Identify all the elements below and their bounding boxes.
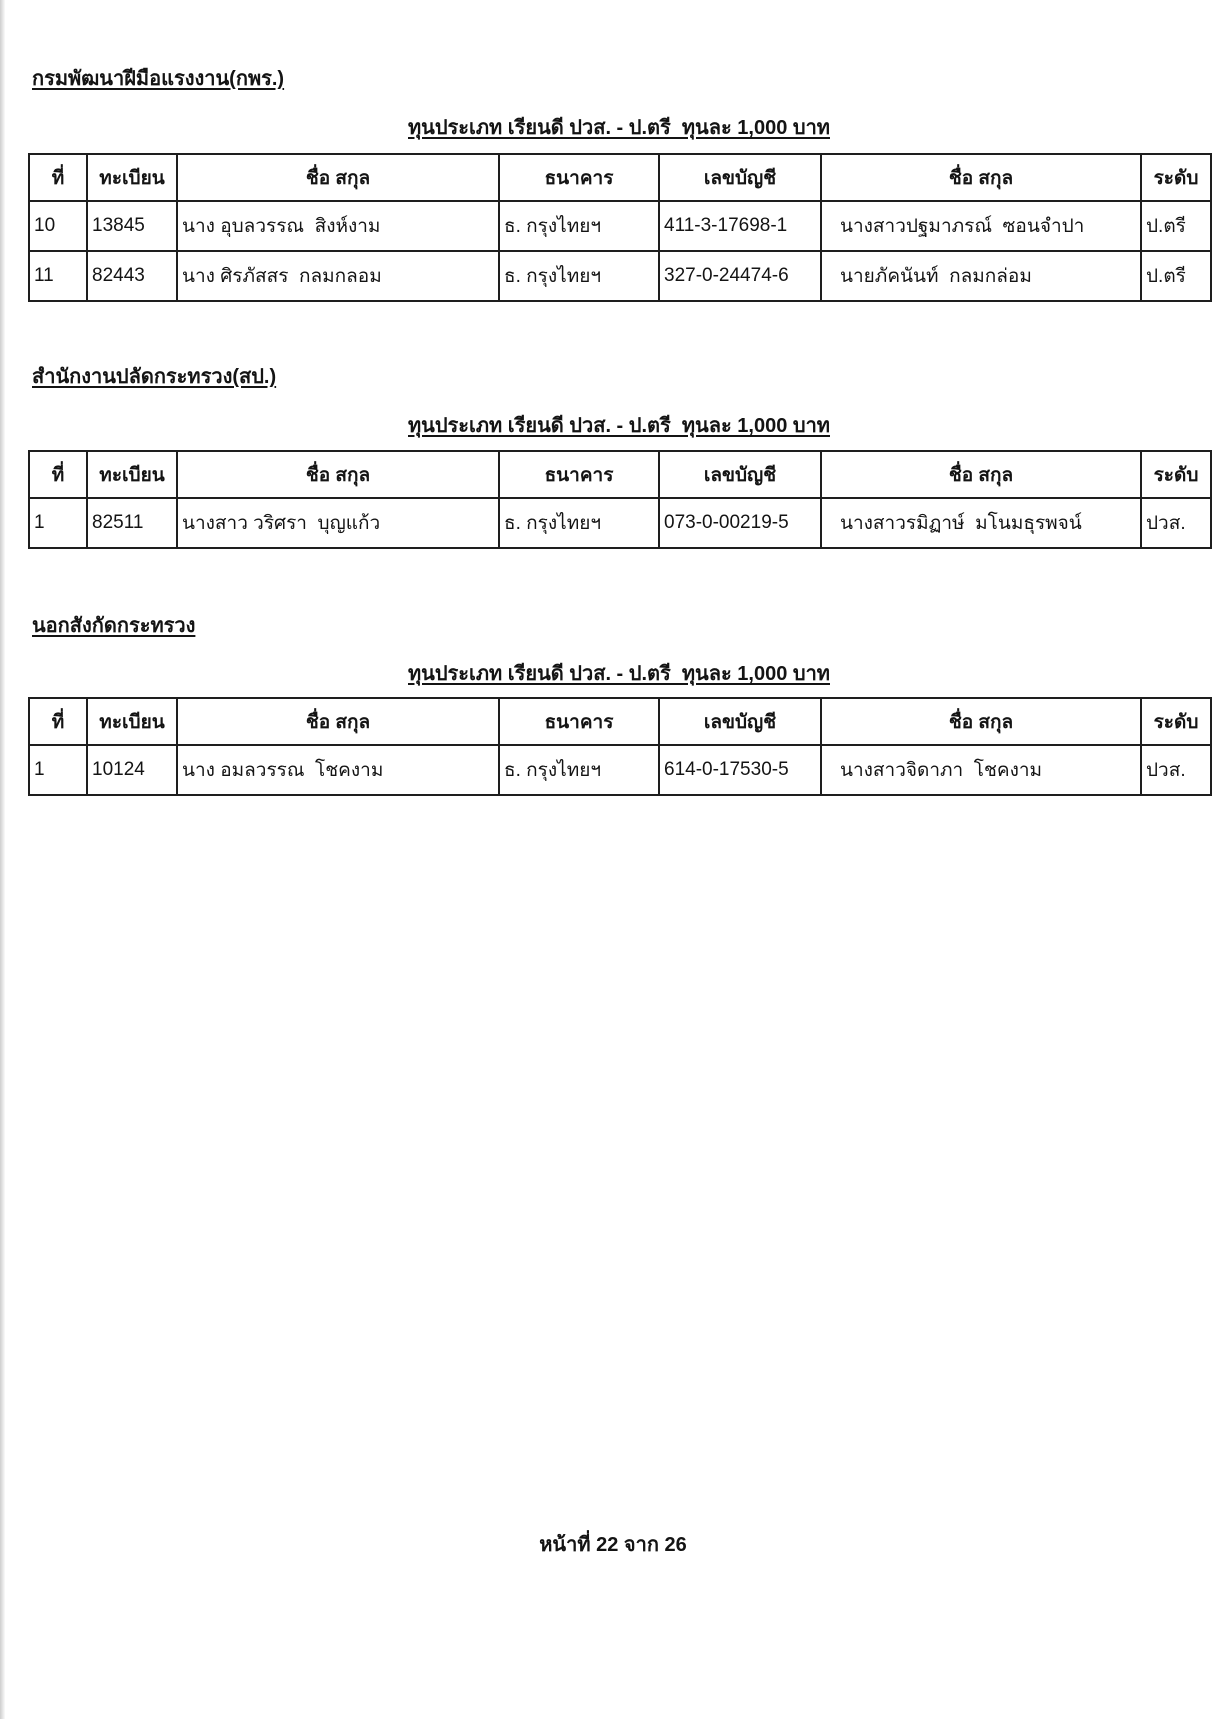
cell-recipient-name: นางสาวจิดาภา โชคงาม: [821, 745, 1141, 795]
scholarship-table: [28, 450, 1212, 549]
table-row: [29, 251, 1211, 301]
cell-registration: 82443: [87, 251, 177, 301]
cell-bank: ธ. กรุงไทยฯ: [499, 201, 659, 251]
table-row: [29, 498, 1211, 548]
table-title: ทุนประเภท เรียนดี ปวส. - ป.ตรี ทุนละ 1,000 บาท: [408, 415, 830, 437]
cell-bank: ธ. กรุงไทยฯ: [499, 745, 659, 795]
col-header-seq: ที่: [29, 698, 87, 745]
col-header-name: ชื่อ สกุล: [177, 154, 499, 201]
cell-level: ปวส.: [1141, 498, 1211, 548]
cell-account-no: 411-3-17698-1: [659, 201, 821, 251]
col-header-bank: ธนาคาร: [499, 154, 659, 201]
cell-seq: 1: [29, 498, 87, 548]
cell-seq: 1: [29, 745, 87, 795]
col-header-account-no: เลขบัญชี: [659, 154, 821, 201]
cell-recipient-name: นางสาวรมิฏาษ์ มโนมธุรพจน์: [821, 498, 1141, 548]
cell-registration: 10124: [87, 745, 177, 795]
section-heading-sp: สำนักงานปลัดกระทรวง(สป.): [32, 366, 277, 388]
cell-recipient-name: นายภัคนันท์ กลมกล่อม: [821, 251, 1141, 301]
cell-level: ปวส.: [1141, 745, 1211, 795]
cell-bank: ธ. กรุงไทยฯ: [499, 251, 659, 301]
col-header-registration: ทะเบียน: [87, 154, 177, 201]
table-header-row: [29, 451, 1211, 498]
cell-name: นางสาว วริศรา บุญแก้ว: [177, 498, 499, 548]
col-header-account-no: เลขบัญชี: [659, 698, 821, 745]
cell-bank: ธ. กรุงไทยฯ: [499, 498, 659, 548]
page-number: หน้าที่ 22 จาก 26: [539, 1534, 687, 1556]
col-header-registration: ทะเบียน: [87, 451, 177, 498]
cell-level: ป.ตรี: [1141, 201, 1211, 251]
col-header-name: ชื่อ สกุล: [177, 698, 499, 745]
cell-account-no: 614-0-17530-5: [659, 745, 821, 795]
col-header-recipient-name: ชื่อ สกุล: [821, 154, 1141, 201]
col-header-level: ระดับ: [1141, 451, 1211, 498]
col-header-recipient-name: ชื่อ สกุล: [821, 451, 1141, 498]
col-header-recipient-name: ชื่อ สกุล: [821, 698, 1141, 745]
table-row: [29, 201, 1211, 251]
col-header-name: ชื่อ สกุล: [177, 451, 499, 498]
col-header-registration: ทะเบียน: [87, 698, 177, 745]
col-header-level: ระดับ: [1141, 154, 1211, 201]
col-header-bank: ธนาคาร: [499, 698, 659, 745]
scholarship-table: [28, 697, 1212, 796]
scholarship-table: [28, 153, 1212, 302]
cell-seq: 10: [29, 201, 87, 251]
table-header-row: [29, 154, 1211, 201]
table-header-row: [29, 698, 1211, 745]
section-heading-kpr: กรมพัฒนาฝีมือแรงงาน(กพร.): [32, 68, 285, 90]
cell-level: ป.ตรี: [1141, 251, 1211, 301]
cell-seq: 11: [29, 251, 87, 301]
cell-recipient-name: นางสาวปฐมาภรณ์ ซอนจำปา: [821, 201, 1141, 251]
cell-account-no: 327-0-24474-6: [659, 251, 821, 301]
table-row: [29, 745, 1211, 795]
col-header-level: ระดับ: [1141, 698, 1211, 745]
cell-registration: 82511: [87, 498, 177, 548]
scan-edge: [0, 0, 5, 1719]
cell-name: นาง ศิรภัสสร กลมกลอม: [177, 251, 499, 301]
cell-registration: 13845: [87, 201, 177, 251]
cell-account-no: 073-0-00219-5: [659, 498, 821, 548]
table-title: ทุนประเภท เรียนดี ปวส. - ป.ตรี ทุนละ 1,000 บาท: [408, 663, 830, 685]
col-header-account-no: เลขบัญชี: [659, 451, 821, 498]
section-heading-outside-ministry: นอกสังกัดกระทรวง: [32, 615, 196, 637]
cell-name: นาง อุบลวรรณ สิงห์งาม: [177, 201, 499, 251]
col-header-bank: ธนาคาร: [499, 451, 659, 498]
cell-name: นาง อมลวรรณ โชคงาม: [177, 745, 499, 795]
col-header-seq: ที่: [29, 154, 87, 201]
table-title: ทุนประเภท เรียนดี ปวส. - ป.ตรี ทุนละ 1,000 บาท: [408, 117, 830, 139]
col-header-seq: ที่: [29, 451, 87, 498]
